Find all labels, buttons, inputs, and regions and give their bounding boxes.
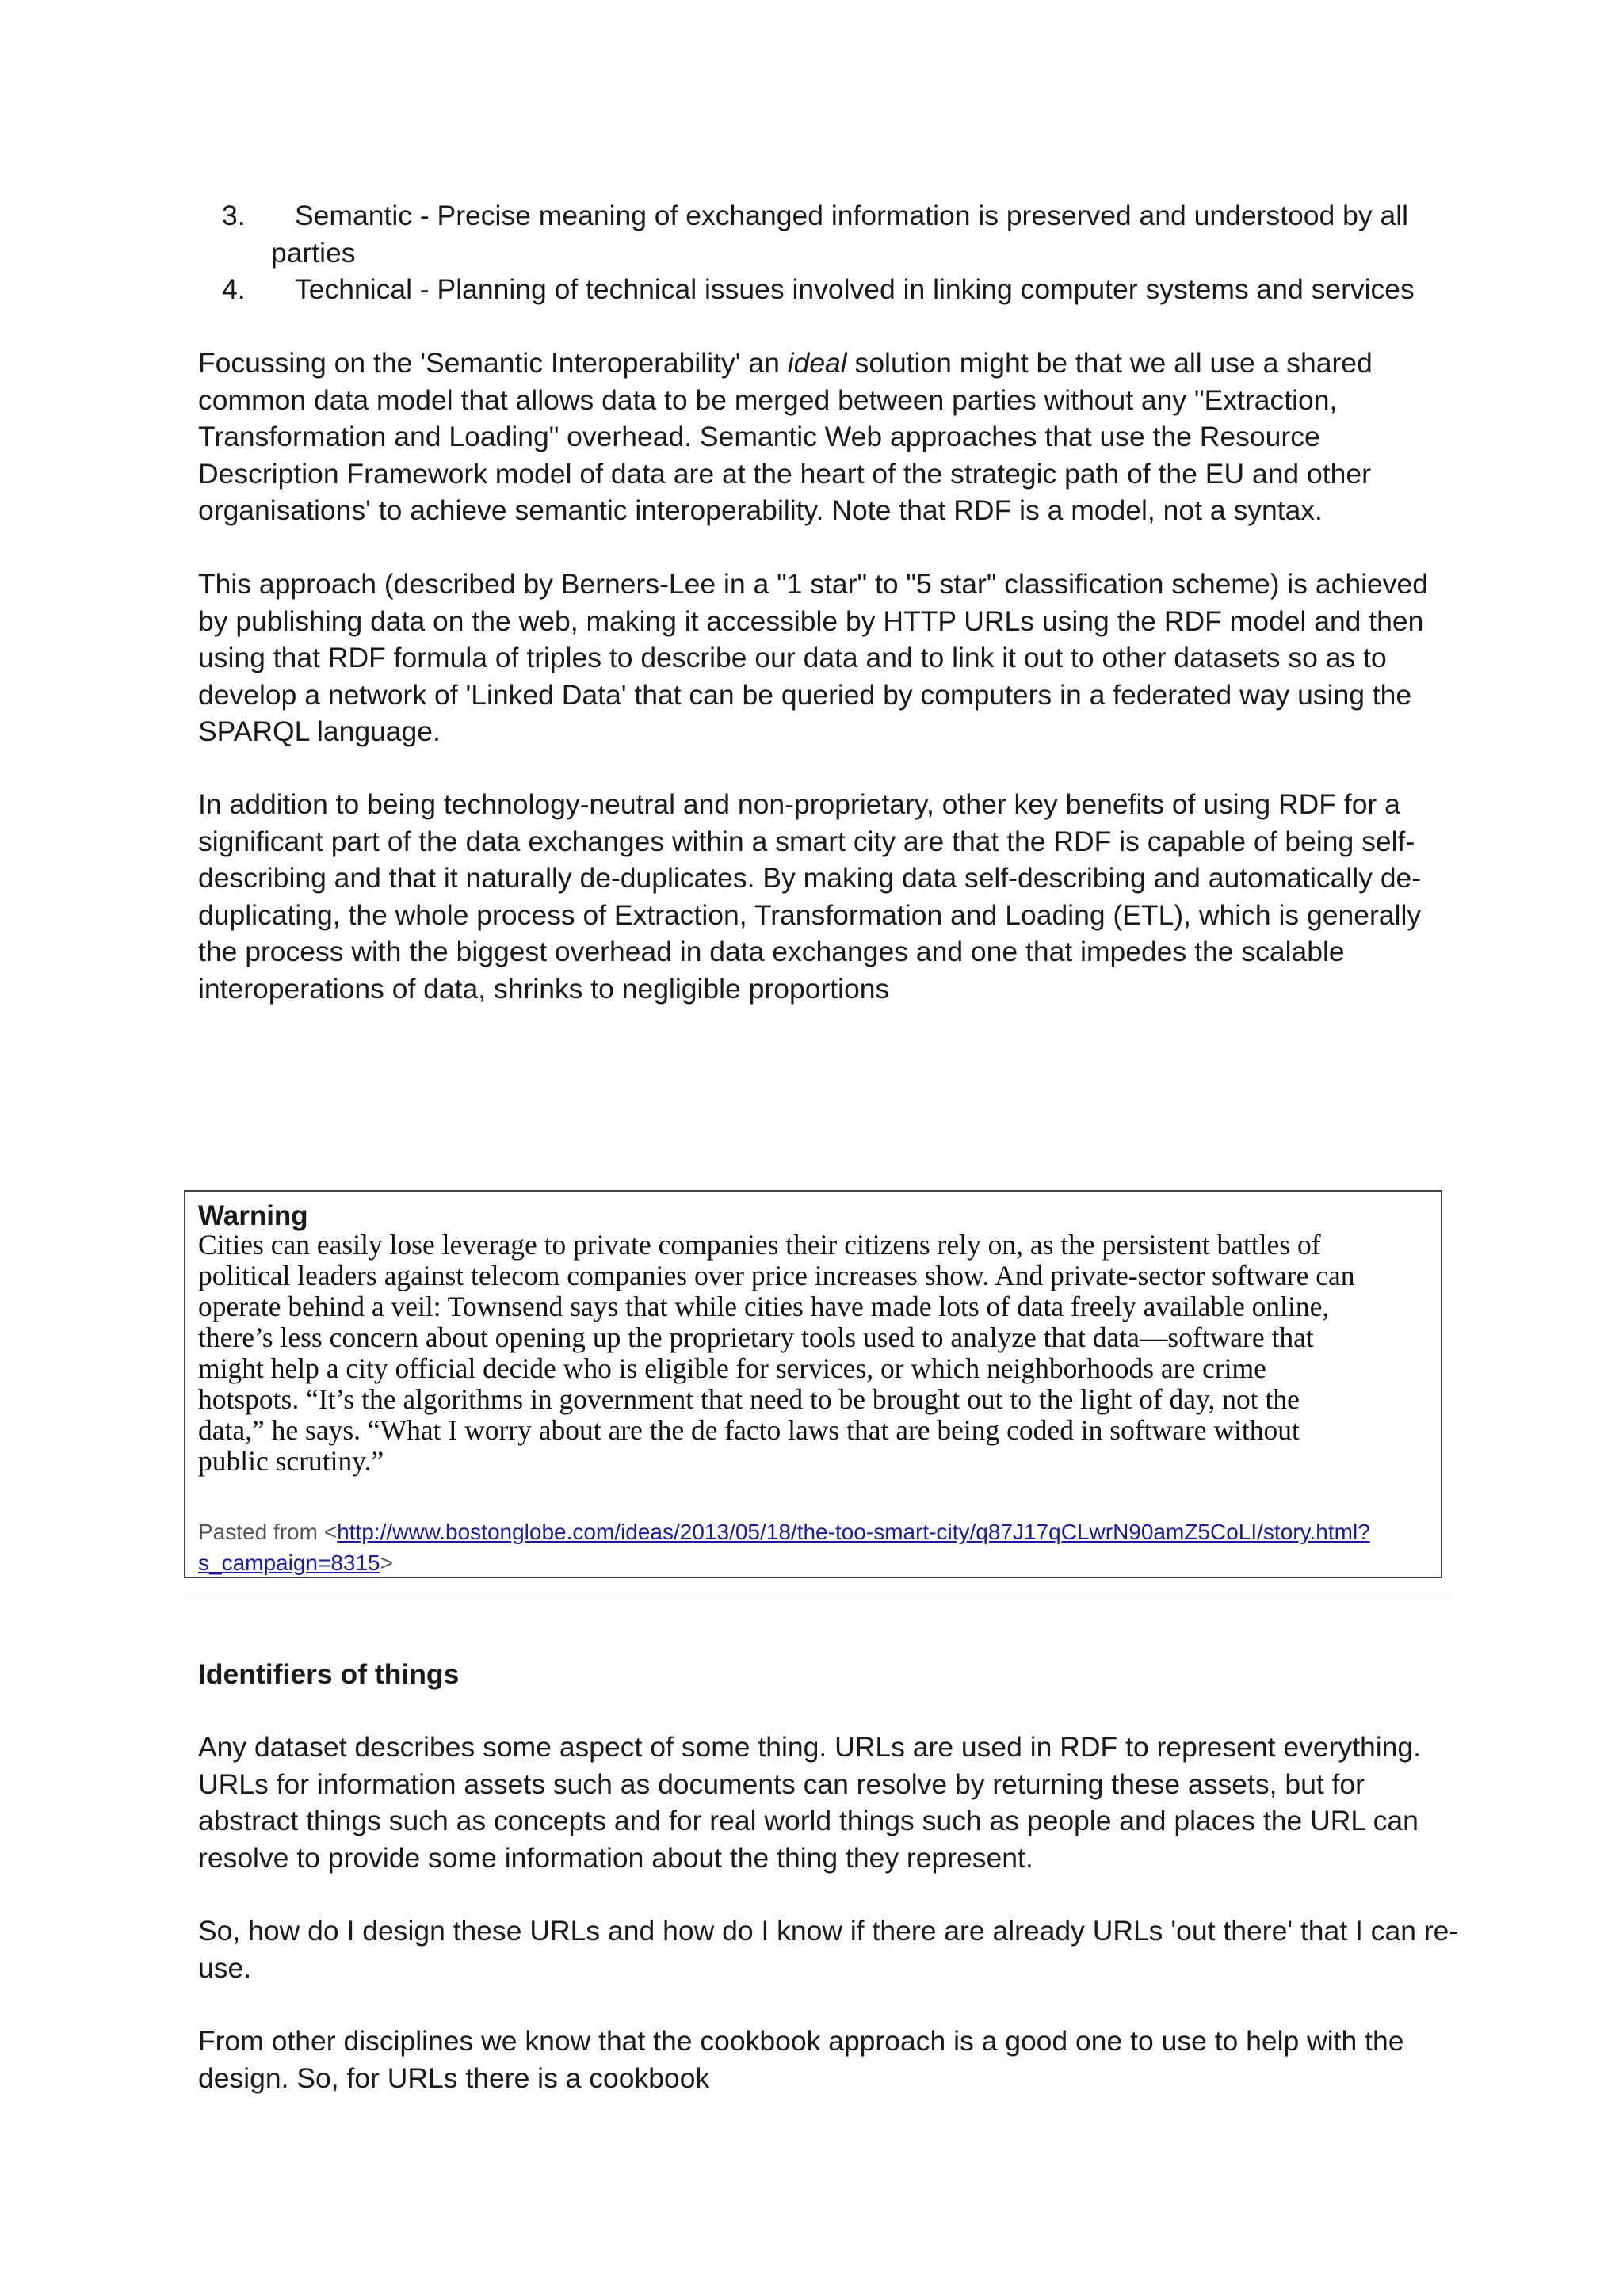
paragraph-line: abstract things such as concepts and for real world things such as people and places the URL can <box>198 1805 1419 1836</box>
paragraph-line: duplicating, the whole process of Extraction, Transformation and Loading (ETL), which is generally <box>198 898 1422 931</box>
paragraph-design-urls <box>198 1913 1459 1986</box>
text-span: Focussing on the 'Semantic Interoperability' an <box>198 347 788 379</box>
paragraph-line: interoperations of data, shrinks to negligible proportions <box>198 972 890 1005</box>
warning-title: Warning <box>198 1200 308 1231</box>
paragraph-line: Any dataset describes some aspect of some thing. URLs are used in RDF to represent everything. <box>198 1731 1422 1763</box>
list-item-continuation: parties <box>271 236 356 269</box>
section-heading: Identifiers of things <box>198 1658 460 1690</box>
pasted-line <box>198 1547 1442 1578</box>
quote-line: Cities can easily lose leverage to private companies their citizens rely on, as the persistent battles of <box>198 1229 1321 1261</box>
paragraph-identifiers <box>198 1729 1434 1876</box>
paragraph-line: the process with the biggest overhead in data exchanges and one that impedes the scalable <box>198 936 1345 967</box>
interoperability-list <box>222 197 1442 308</box>
paragraph-line <box>198 345 1434 382</box>
list-item-text: Semantic - Precise meaning of exchanged information is preserved and understood by all <box>295 200 1409 231</box>
paragraph-line: common data model that allows data to be merged between parties without any "Extraction, <box>198 383 1338 416</box>
quote-line: might help a city official decide who is eligible for services, or which neighborhoods are crime <box>198 1352 1266 1384</box>
source-link-continuation[interactable]: s_campaign=8315 <box>198 1550 380 1575</box>
quote-line: political leaders against telecom companies over price increases show. And private-sector software can <box>198 1260 1355 1291</box>
paragraph-line: URLs for information assets such as documents can resolve by returning these assets, but for <box>198 1768 1365 1800</box>
list-item-text: Technical - Planning of technical issues involved in linking computer systems and services <box>295 273 1415 305</box>
paragraph-cookbook <box>198 2023 1434 2096</box>
pasted-suffix: > <box>380 1550 393 1575</box>
text-span: solution might be that we all use a shared <box>846 347 1373 379</box>
paragraph-line: design. So, for URLs there is a cookbook <box>198 2061 710 2094</box>
paragraph-line: use. <box>198 1951 252 1984</box>
paragraph-line: In addition to being technology-neutral and non-proprietary, other key benefits of using RDF for a <box>198 788 1400 820</box>
quote-line: there’s less concern about opening up the proprietary tools used to analyze that data—software that <box>198 1322 1314 1353</box>
paragraph-line: organisations' to achieve semantic interoperability. Note that RDF is a model, not a syntax. <box>198 494 1323 526</box>
warning-box <box>184 1190 1442 1578</box>
paragraph-line: This approach (described by Berners-Lee in a "1 star" to "5 star" classification scheme) is achieved <box>198 568 1428 600</box>
paragraph-line: From other disciplines we know that the cookbook approach is a good one to use to help with the <box>198 2025 1404 2057</box>
source-link[interactable]: http://www.bostonglobe.com/ideas/2013/05/18/the-too-smart-city/q87J17qCLwrN90amZ5CoLI/story.html? <box>337 1520 1370 1544</box>
warning-quote <box>198 1230 1434 1477</box>
pasted-line <box>198 1516 1442 1547</box>
paragraph-rdf-benefits <box>198 786 1434 1007</box>
paragraph-line: describing and that it naturally de-duplicates. By making data self-describing and automatically de- <box>198 862 1422 894</box>
quote-line: operate behind a veil: Townsend says that while cities have made lots of data freely available online, <box>198 1291 1330 1322</box>
list-item <box>222 271 1442 308</box>
paragraph-line: SPARQL language. <box>198 715 441 747</box>
paragraph-linked-data <box>198 566 1434 750</box>
paragraph-line: resolve to provide some information about the thing they represent. <box>198 1841 1033 1874</box>
pasted-from-source <box>198 1516 1442 1578</box>
paragraph-line: develop a network of 'Linked Data' that can be queried by computers in a federated way using the <box>198 678 1412 711</box>
pasted-prefix: Pasted from < <box>198 1520 338 1544</box>
list-number: 3. <box>222 200 246 231</box>
paragraph-line: by publishing data on the web, making it accessible by HTTP URLs using the RDF model and then <box>198 605 1424 637</box>
paragraph-line: Description Framework model of data are at the heart of the strategic path of the EU and other <box>198 457 1371 490</box>
quote-line: data,” he says. “What I worry about are the de facto laws that are being coded in software without <box>198 1414 1300 1446</box>
emphasis-text: ideal <box>787 347 847 379</box>
list-item <box>222 197 1442 271</box>
list-number: 4. <box>222 273 246 305</box>
paragraph-line: significant part of the data exchanges within a smart city are that the RDF is capable of being self- <box>198 825 1415 857</box>
paragraph-line: Transformation and Loading" overhead. Semantic Web approaches that use the Resource <box>198 421 1320 452</box>
quote-line: hotspots. “It’s the algorithms in government that need to be brought out to the light of day, not the <box>198 1383 1300 1415</box>
paragraph-semantic-interoperability <box>198 345 1434 529</box>
quote-line: public scrutiny.” <box>198 1445 384 1477</box>
paragraph-line: So, how do I design these URLs and how do I know if there are already URLs 'out there' that I can re- <box>198 1915 1459 1947</box>
paragraph-line: using that RDF formula of triples to describe our data and to link it out to other datasets so as to <box>198 642 1387 673</box>
